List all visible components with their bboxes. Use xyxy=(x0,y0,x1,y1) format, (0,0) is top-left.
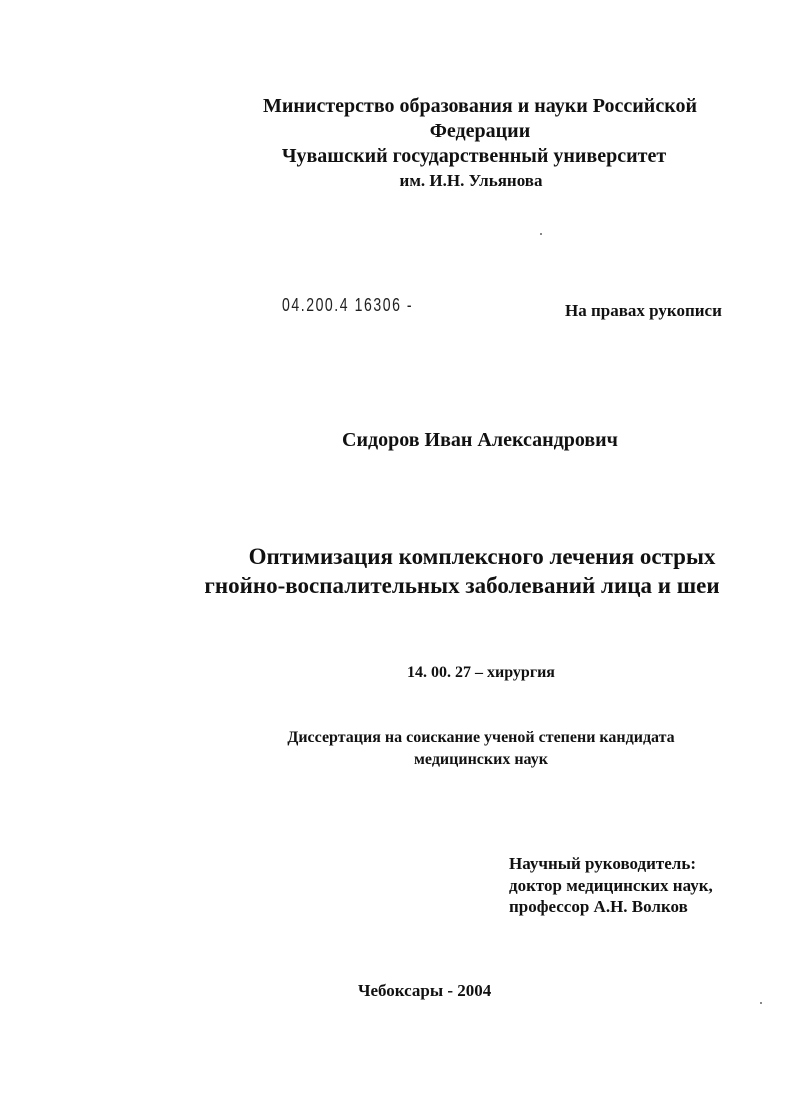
degree-line-2: медицинских наук xyxy=(414,751,548,768)
author-name: Сидоров Иван Александрович xyxy=(342,429,618,451)
title-line-2: гнойно-воспалительных заболеваний лица и шеи xyxy=(204,573,720,598)
ministry-line-1: Министерство образования и науки Российской xyxy=(263,95,697,117)
university-line: Чувашский государственный университет xyxy=(281,145,667,167)
ministry-line-2: Федерации xyxy=(429,120,531,142)
registration-stamp-number: 04.200.4 16306 - xyxy=(282,295,414,315)
supervisor-degree: доктор медицинских наук, xyxy=(509,876,713,895)
manuscript-note: На правах рукописи xyxy=(565,301,722,320)
city-year: Чебоксары - 2004 xyxy=(358,981,492,1000)
supervisor-label: Научный руководитель: xyxy=(509,854,696,873)
degree-line-1: Диссертация на соискание ученой степени кандидата xyxy=(287,729,675,746)
specialty-code: 14. 00. 27 – хирургия xyxy=(407,664,555,681)
supervisor-name: профессор А.Н. Волков xyxy=(509,897,688,916)
scan-speck xyxy=(540,233,542,235)
university-name-line: им. И.Н. Ульянова xyxy=(399,171,543,190)
title-line-1: Оптимизация комплексного лечения острых xyxy=(248,544,716,569)
scan-speck xyxy=(760,1002,762,1004)
